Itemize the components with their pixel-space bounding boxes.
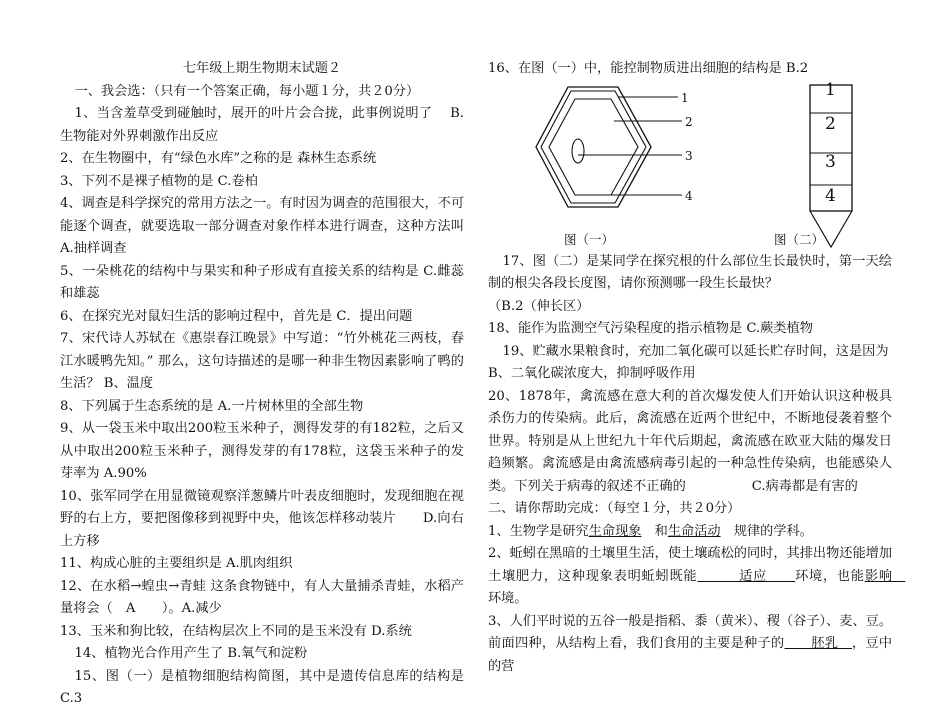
section-one-heading: 一、我会选：（只有一个答案正确，每小题１分，共２0分） bbox=[74, 83, 420, 99]
question-20: 20、1878年，禽流感在意大利的首次爆发使人们开始认识这种极具杀伤力的传染病。此后，禽流感在近两个世纪中，不断地侵袭着整个世界。特别是从上世纪九十年代后期起，禽流感在欧亚大陆的爆发日趋频繁。禽流感是由禽流感病毒引起的一种急性传染病，也能感染人类。下列关于病毒的叙述不正确的 C.病毒都是有害的 bbox=[488, 388, 892, 494]
fill-3-text-end: ，豆中的营 bbox=[488, 636, 893, 674]
figures bbox=[488, 81, 892, 251]
question-1: 1、当含羞草受到碰触时，展开的叶片会合拢，此事例说明了 B.生物能对外界刺激作出反应 bbox=[60, 106, 464, 144]
fig2-label-4: 4 bbox=[825, 185, 836, 206]
fig2-caption: 图（二） bbox=[774, 231, 825, 247]
question-18: 18、能作为监测空气污染程度的指示植物是 C.蕨类植物 bbox=[488, 321, 813, 336]
fig2-label-3: 3 bbox=[825, 151, 836, 172]
question-14: 14、植物光合作用产生了 B.氧气和淀粉 bbox=[74, 646, 308, 661]
question-7: 7、宋代诗人苏轼在《惠崇春江晚景》中写道：“竹外桃花三两枝，春江水暖鸭先知。” 那么，这句诗描述的是哪一种非生物因素影响了鸭的生活？ B、温度 bbox=[60, 331, 464, 391]
fill-question-2 bbox=[488, 543, 906, 611]
fill-2-text-mid: 环境，也能 bbox=[795, 568, 865, 584]
question-17-answer: （B.2（伸长区） bbox=[488, 298, 590, 314]
question-9: 9、从一袋玉米中取出200粒玉米种子，测得发芽的有182粒，之后又从中取出200粒玉米种子，测得发芽的有178粒，这袋玉米种子的发芽率为 A.90% bbox=[60, 421, 464, 481]
question-15: 15、图（一）是植物细胞结构简图，其中是遗传信息库的结构是 C.3 bbox=[60, 668, 464, 706]
fill-2-answer-1: 适应 bbox=[697, 568, 796, 584]
fill-question-3 bbox=[488, 611, 892, 679]
left-column bbox=[60, 58, 464, 711]
fill-2-text: 2、蚯蚓在黑暗的土壤里生活，使土壤疏松的同时，其排出物还能增加土壤肥力，这种现象表明蚯蚓既能 bbox=[488, 546, 893, 584]
question-17: 17、图（二）是某同学在探究根的什么部位生长最快时，第一天绘制的根尖各段长度图，请你预测哪一段生长最快？ bbox=[488, 253, 892, 291]
vacuole-outline bbox=[549, 99, 638, 195]
fill-2-answer-2: 影响 bbox=[864, 568, 906, 584]
fill-1-text-mid: 和 bbox=[641, 523, 668, 539]
question-13: 13、玉米和狗比较，在结构层次上不同的是玉米没有 D.系统 bbox=[60, 623, 412, 639]
fill-3-answer-2: 谷子 bbox=[793, 613, 820, 629]
question-10: 10、张军同学在用显微镜观察洋葱鳞片叶表皮细胞时，发现细胞在视野的右上方，要把图像移到视野中央，他该怎样移动装片 D.向右上方移 bbox=[60, 488, 464, 549]
section-two-heading: 二、请你帮助完成：（每空１分，共２0分） bbox=[488, 501, 741, 516]
question-12: 12、在水稻→蝗虫→青蛙 这条食物链中，有人大量捕杀青蛙，水稻产量将会（ A ）。A.减少 bbox=[60, 578, 464, 616]
question-8: 8、下列属于生态系统的是 A.一片树林里的全部生物 bbox=[60, 398, 364, 414]
right-column bbox=[488, 58, 906, 678]
fill-1-text-end: 规律的学科。 bbox=[720, 523, 813, 539]
question-16: 16、在图（一）中，能控制物质进出细胞的结构是 B.2 bbox=[488, 61, 809, 76]
fig2-label-2: 2 bbox=[825, 113, 836, 134]
fill-3-answer-3: 胚乳 bbox=[784, 636, 852, 651]
nucleus-shape bbox=[572, 139, 584, 163]
question-4: 4、调查是科学探究的常用方法之一。有时因为调查的范围很大，不可能逐个调查，就要选取一部分调查对象作样本进行调查，这种方法叫 A.抽样调查 bbox=[60, 196, 465, 256]
fill-2-text-end: 环境。 bbox=[488, 591, 528, 606]
fig1-label-1: 1 bbox=[681, 90, 689, 105]
fill-3-text: 3、人们平时说的五谷一般是指稻、黍（ bbox=[488, 613, 721, 629]
question-19-answer: B、二氧化碳浓度大，抑制呼吸作用 bbox=[488, 366, 696, 381]
exam-title: 七年级上期生物期末试题２ bbox=[182, 61, 342, 76]
fill-3-text-mid-2: ）、麦、豆。前面四种，从结构上看，我们食用的主要是种子的 bbox=[488, 613, 893, 651]
fill-1-text: 1、生物学是研究 bbox=[488, 523, 589, 539]
question-5: 5、一朵桃花的结构中与果实和种子形成有直接关系的结构是 C.雌蕊和雄蕊 bbox=[60, 263, 464, 301]
fig2-label-1: 1 bbox=[825, 79, 836, 100]
fill-1-answer-1: 生命现象 bbox=[588, 523, 642, 539]
question-3: 3、下列不是裸子植物的是 C.卷柏 bbox=[60, 173, 258, 189]
fig1-caption: 图（一） bbox=[564, 231, 615, 247]
question-2: 2、在生物圈中，有“绿色水库”之称的是 森林生态系统 bbox=[60, 151, 377, 166]
fig1-label-2: 2 bbox=[685, 114, 693, 129]
fig1-label-4: 4 bbox=[685, 188, 693, 203]
fill-3-answer-1: 黄米 bbox=[720, 613, 747, 629]
question-6: 6、在探究光对鼠妇生活的影响过程中，首先是 C．提出问题 bbox=[60, 308, 413, 324]
cell-wall-outline bbox=[536, 87, 651, 207]
question-11: 11、构成心脏的主要组织是 A.肌肉组织 bbox=[60, 556, 293, 571]
fill-1-answer-2: 生命活动 bbox=[667, 523, 721, 539]
fill-3-text-mid-1: ）、稷（ bbox=[746, 613, 794, 629]
fill-question-1 bbox=[488, 521, 892, 544]
fig1-label-3: 3 bbox=[685, 148, 693, 163]
question-19: 19、贮藏水果粮食时，充加二氧化碳可以延长贮存时间，这是因为 bbox=[502, 343, 889, 359]
